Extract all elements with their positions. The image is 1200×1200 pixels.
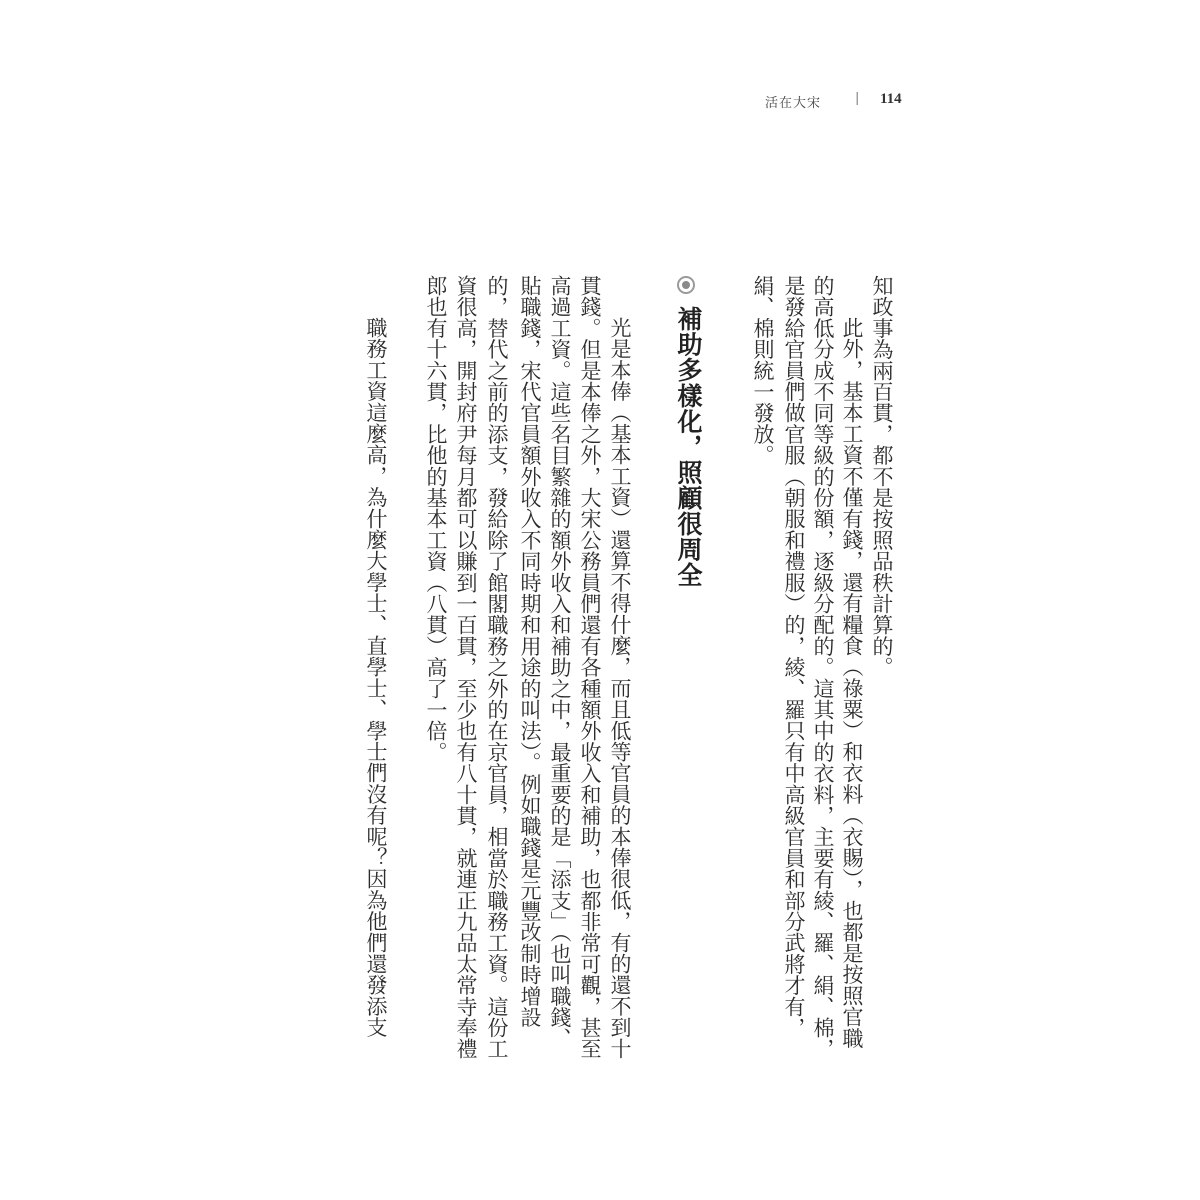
body-text-line: 絹、棉則統一發放。	[751, 275, 775, 466]
body-text-line: 是發給官員們做官服（朝服和禮服）的，綾、羅只有中高級官員和部分武將才有，	[782, 275, 806, 1039]
section-heading: 補助多樣化，照顧很周全	[674, 306, 703, 588]
body-text-line: 光是本俸（基本工資）還算不得什麼，而且低等官員的本俸很低，有的還不到十	[608, 317, 632, 1059]
body-text-line: 知政事為兩百貫，都不是按照品秩計算的。	[870, 275, 894, 678]
body-text-line: 郎也有十六貫，比他的基本工資（八貫）高了一倍。	[424, 275, 448, 763]
body-text-line: 的，替代之前的添支，發給除了館閣職務之外的在京官員，相當於職務工資。這份工	[485, 275, 509, 1060]
body-text-line: 資很高，開封府尹每月都可以賺到一百貫，至少也有八十貫，就連正九品太常寺奉禮	[454, 275, 478, 1060]
body-text-line: 高過工資。這些名目繁雜的額外收入和補助之中，最重要的是「添支」（也叫職錢、	[548, 275, 572, 1049]
book-title: 活在大宋	[765, 96, 822, 111]
header-separator: |	[855, 91, 860, 106]
body-text-line: 的高低分成不同等級的份額，逐級分配的。這其中的衣料，主要有綾、羅、絹、棉，	[811, 275, 835, 1060]
body-text-line: 貫錢。但是本俸之外，大宋公務員們還有各種額外收入和補助，也都非常可觀，甚至	[578, 275, 602, 1060]
page-number: 114	[880, 91, 902, 107]
circle-bullet-icon	[677, 276, 695, 294]
body-text-line: 此外，基本工資不僅有錢，還有糧食（祿粟）和衣料（衣賜），也都是按照官職	[840, 317, 864, 1049]
body-text-line: 貼職錢，宋代官員額外收入不同時期和用途的叫法）。例如職錢是元豐改制時增設	[518, 275, 542, 1028]
body-text-line: 職務工資這麼高，為什麼大學士、直學士、學士們沒有呢？因為他們還發添支	[364, 317, 388, 1038]
